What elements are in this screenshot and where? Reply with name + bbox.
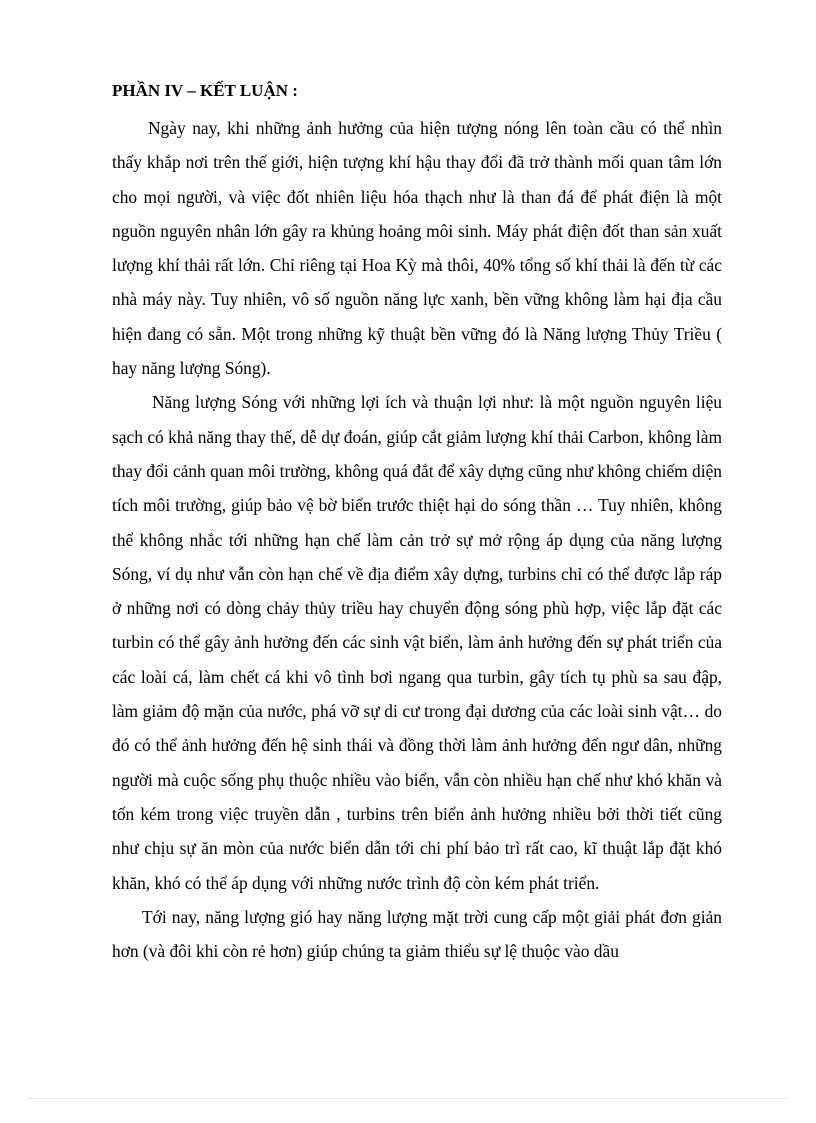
paragraph-conclusion: Tới nay, năng lượng gió hay năng lượng mặt trời cung cấp một giải phát đơn giản hơn (và đôi khi còn rẻ hơn) giúp chúng ta giảm thiểu sự lệ thuộc vào dầu xyxy=(112,906,722,962)
document-body xyxy=(112,80,722,968)
paragraph-wave-energy: Năng lượng Sóng với những lợi ích và thuận lợi như: là một nguồn nguyên liệu sạch có khả năng thay thế, dễ dự đoán, giúp cắt giảm lượng khí thải Carbon, không làm thay đổi cảnh quan môi trường, không quá đắt để xây dựng cũng như không chiếm diện tích môi trường, giúp bảo vệ bờ biển trước thiệt hại do sóng thần … Tuy nhiên, không thể không nhắc tới những hạn chế làm cản trở sự mở rộng áp dụng của năng lượng Sóng, ví dụ như vẫn còn hạn chế về địa điểm xây dựng, turbins chỉ có thể được lắp ráp ở những nơi có dòng chảy thủy triều hay chuyển động sóng phù hợp, việc lắp đặt các turbin có thể gây ảnh hưởng đến các sinh vật biển, làm ảnh hưởng đến sự phát triển của các loài cá, làm chết cá khi vô tình bơi ngang qua turbin, gây tích tụ phù sa sau đập, làm giảm độ mặn của nước, phá vỡ sự di cư trong đại dương của các loài sinh vật… do đó có thể ảnh hưởng đến hệ sinh thái và đồng thời làm ảnh hưởng đến ngư dân, những người mà cuộc sống phụ thuộc nhiều vào biển, vẫn còn nhiều hạn chế như khó khăn và tốn kém trong việc truyền dẫn , turbins trên biển ảnh hưởng nhiều bởi thời tiết cũng như chịu sự ăn mòn của nước biển dẫn tới chi phí bảo trì rất cao, kĩ thuật lắp đặt khó khăn, khó có thể áp dụng với những nước trình độ còn kém phát triển. xyxy=(112,392,722,893)
page-bottom-divider xyxy=(28,1098,788,1099)
paragraph-intro: Ngày nay, khi những ảnh hưởng của hiện tượng nóng lên toàn cầu có thể nhìn thấy khắp nơi trên thế giới, hiện tượng khí hậu thay đổi đã trở thành mối quan tâm lớn cho mọi người, và việc đốt nhiên liệu hóa thạch như là than đá để phát điện là một nguồn nguyên nhân lớn gây ra khủng hoảng môi sinh. Máy phát điện đốt than sản xuất lượng khí thải rất lớn. Chỉ riêng tại Hoa Kỳ mà thôi, 40% tổng số khí thải là đến từ các nhà máy này. Tuy nhiên, vô số nguồn năng lực xanh, bền vững không làm hại địa cầu hiện đang có sẵn. Một trong những kỹ thuật bền vững đó là Năng lượng Thủy Triều ( hay năng lượng Sóng). xyxy=(112,118,722,379)
section-heading: PHẦN IV – KẾT LUẬN : xyxy=(112,81,298,100)
